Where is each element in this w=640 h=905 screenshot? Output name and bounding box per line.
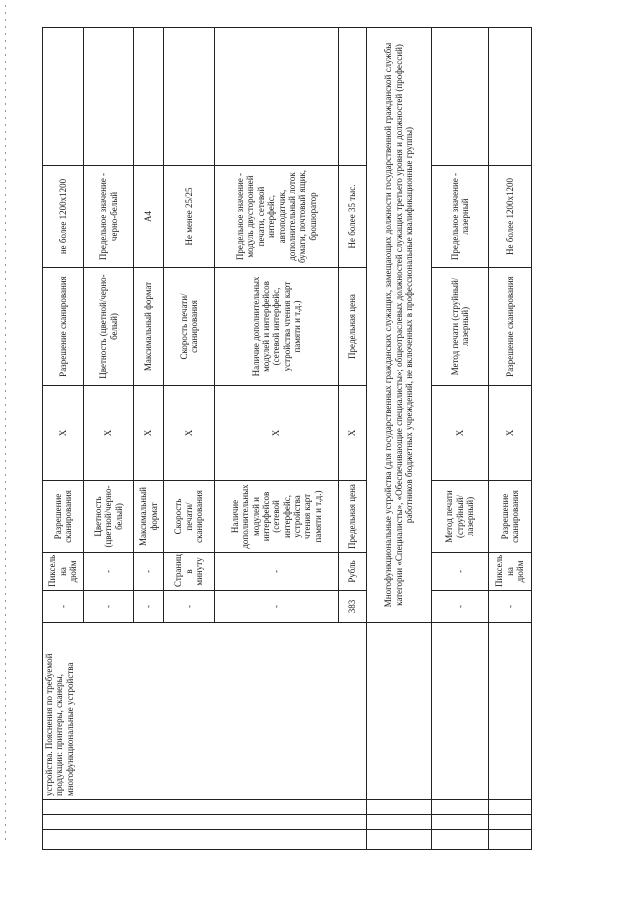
section-banner-row [367,28,432,850]
empty-cell [164,28,215,166]
value-cell: А4 [134,166,164,268]
empty-cell [215,28,339,166]
empty-cell [489,800,532,815]
unit-cell: Рубль [339,553,367,591]
empty-cell [489,830,532,850]
characteristic-cell: Разрешение сканирования [489,268,532,386]
perforation-marks [3,0,9,905]
characteristic-cell: Наличие дополнительных модулей и интерфейсов (сетевой интерфейс, устройства чтения карт памяти и т.д.) [215,481,339,553]
section-banner: Многофункциональные устройства (для государственных гражданских служащих, замещающих должности государственной гражданской службы категории «Специалисты», «Обеспечивающие специалисты»; общеотраслевых должностей служащих третьего уровня и должностей (профессий) работников бюджетных учреждений, не включенных в профессиональные квалификационные группы) [367,28,432,623]
value-cell: Предельное значение - лазерный [432,166,489,268]
mark-cell: X [339,386,367,481]
empty-cell [432,800,489,815]
value-cell: Предельное значение - черно-белый [84,166,134,268]
mark-cell: X [43,386,84,481]
unit-cell: - [432,553,489,591]
empty-cell [339,28,367,166]
empty-cell [367,800,432,815]
empty-cell [432,830,489,850]
mark-cell: X [432,386,489,481]
unit-cell: - [215,553,339,591]
table-row [489,28,532,850]
code-cell: - [432,591,489,623]
code-cell: - [164,591,215,623]
unit-cell: Страниц в минуту [164,553,215,591]
table-row [432,28,489,850]
unit-cell: - [84,553,134,591]
empty-cell [489,28,532,166]
empty-cell [367,623,432,800]
empty-cell [489,623,532,800]
characteristic-cell: Максимальный формат [134,481,164,553]
unit-cell: Пиксель на дюйм [43,553,84,591]
code-cell: - [43,591,84,623]
value-cell: Не более 35 тыс. [339,166,367,268]
value-cell: не более 1200х1200 [43,166,84,268]
code-cell: 383 [339,591,367,623]
empty-cell [432,623,489,800]
mark-cell: X [84,386,134,481]
characteristic-cell: Цветность (цветной/черно-белый) [84,481,134,553]
characteristic-cell: Предельная цена [339,481,367,553]
empty-cell [43,28,84,166]
characteristic-cell: Цветность (цветной/черно-белый) [84,268,134,386]
characteristic-cell: Предельная цена [339,268,367,386]
mark-cell: X [164,386,215,481]
value-cell: Не более 1200х1200 [489,166,532,268]
mark-cell: X [215,386,339,481]
empty-cell [432,28,489,166]
mark-cell: X [489,386,532,481]
characteristic-cell: Скорость печати/сканирования [164,481,215,553]
code-cell: - [84,591,134,623]
code-cell: - [215,591,339,623]
empty-cell [43,815,367,830]
empty-cell [432,815,489,830]
unit-cell: - [134,553,164,591]
characteristic-cell: Наличие дополнительных модулей и интерфейсов (сетевой интерфейс, устройства чтения карт памяти и т.д.) [215,268,339,386]
table-area [42,28,526,850]
empty-cell [84,28,134,166]
unit-cell: Пиксель на дюйм [489,553,532,591]
characteristic-cell: Разрешение сканирования [43,481,84,553]
characteristic-cell: Метод печати (струйный/лазерный) [432,481,489,553]
rotated-table-wrapper [42,28,526,850]
requirements-table [42,27,532,850]
value-cell: Предельное значение - модуль двусторонней печати, сетевой интерфейс, автоподатчик, дополнительный лоток бумаги, почтовый ящик, брошюратор [215,166,339,268]
characteristic-cell: Максимальный формат [134,268,164,386]
characteristic-cell: Разрешение сканирования [489,481,532,553]
characteristic-cell: Скорость печати/сканирования [164,268,215,386]
empty-cell [489,815,532,830]
characteristic-cell: Метод печати (струйный/лазерный) [432,268,489,386]
empty-cell [367,815,432,830]
empty-cell [43,800,367,815]
code-cell: - [489,591,532,623]
empty-cell [367,830,432,850]
mark-cell: X [134,386,164,481]
empty-cell [43,830,367,850]
empty-cell [134,28,164,166]
device-description-cell: устройства. Пояснения по требуемой продукции: принтеры, сканеры, многофункциональные устройства [43,623,367,800]
table-row [43,28,84,850]
characteristic-cell: Разрешение сканирования [43,268,84,386]
code-cell: - [134,591,164,623]
value-cell: Не менее 25/25 [164,166,215,268]
